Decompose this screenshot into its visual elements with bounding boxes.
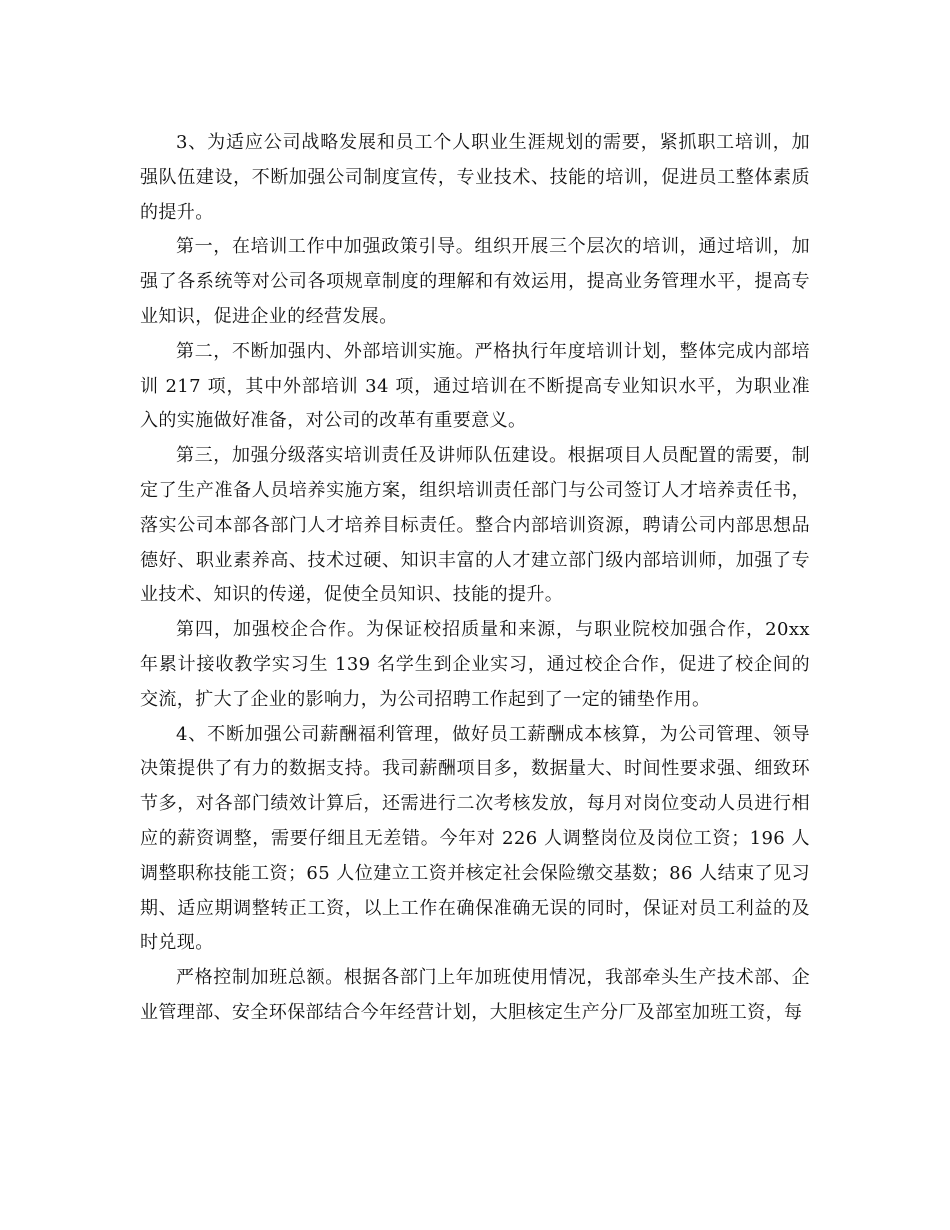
document-body — [140, 126, 810, 1031]
paragraph-school-enterprise: 第四，加强校企合作。为保证校招质量和来源，与职业院校加强合作，20xx 年累计接收教学实习生 139 名学生到企业实习，通过校企合作，促进了校企间的交流，扩大了企业的影响力，为公司招聘工作起到了一定的铺垫作用。 — [140, 619, 810, 710]
paragraph-overtime-control: 严格控制加班总额。根据各部门上年加班使用情况，我部牵头生产技术部、企业管理部、安全环保部结合今年经营计划，大胆核定生产分厂及部室加班工资，每 — [140, 967, 810, 1023]
paragraph-training-policy: 第一，在培训工作中加强政策引导。组织开展三个层次的培训，通过培训，加强了各系统等对公司各项规章制度的理解和有效运用，提高业务管理水平，提高专业知识，促进企业的经营发展。 — [140, 236, 810, 327]
paragraph-training-implementation: 第二，不断加强内、外部培训实施。严格执行年度培训计划，整体完成内部培训 217 项，其中外部培训 34 项，通过培训在不断提高专业知识水平，为职业准入的实施做好准备，对公司的改革有重要意义。 — [140, 340, 810, 432]
paragraph-compensation: 4、不断加强公司薪酬福利管理，做好员工薪酬成本核算，为公司管理、领导决策提供了有力的数据支持。我司薪酬项目多，数据量大、时间性要求强、细致环节多，对各部门绩效计算后，还需进行二次考核发放，每月对岗位变动人员进行相应的薪资调整，需要仔细且无差错。今年对 226 人调整岗位及岗位工资；196 人调整职称技能工资；65 人位建立工资并核定社会保险缴交基数；86 人结束了见习期、适应期调整转正工资，以上工作在确保准确无误的同时，保证对员工利益的及时兑现。 — [140, 723, 810, 954]
paragraph-trainer-team: 第三，加强分级落实培训责任及讲师队伍建设。根据项目人员配置的需要，制定了生产准备人员培养实施方案，组织培训责任部门与公司签订人才培养责任书，落实公司本部各部门人才培养目标责任。整合内部培训资源，聘请公司内部思想品德好、职业素养高、技术过硬、知识丰富的人才建立部门级内部培训师，加强了专业技术、知识的传递，促使全员知识、技能的提升。 — [140, 445, 810, 606]
paragraph-training-intro: 3、为适应公司战略发展和员工个人职业生涯规划的需要，紧抓职工培训，加强队伍建设，不断加强公司制度宣传，专业技术、技能的培训，促进员工整体素质的提升。 — [140, 132, 810, 223]
